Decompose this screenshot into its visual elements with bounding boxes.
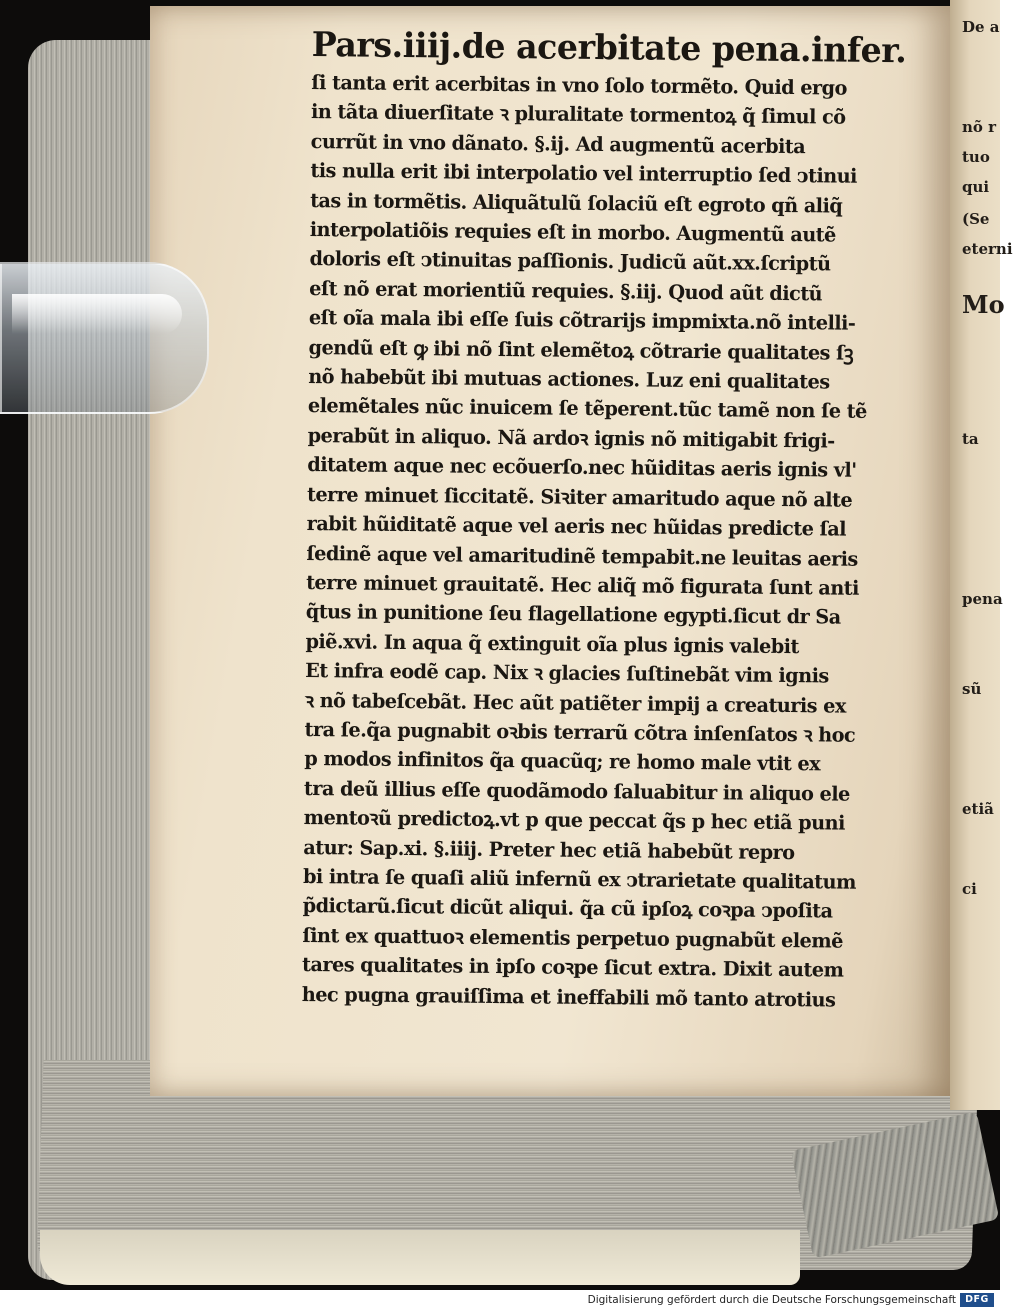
text-line: piẽ.xvi. In aqua q̃ extinguit oĩa plus ignis valebit	[305, 629, 799, 658]
text-line: tra deũ illius eſſe quodãmodo ſaluabitur in aliquo ele	[303, 776, 850, 806]
facing-page	[950, 0, 1013, 1110]
text-line: interpolatiõis requies eſt in morbo. Augmentũ autẽ	[309, 218, 836, 247]
text-line: ſedinẽ aque vel amaritudinẽ tempabit.ne leuitas aeris	[306, 541, 858, 571]
footer-credit: Digitalisierung gefördert durch die Deutsche Forschungsgemeinschaft	[587, 1294, 956, 1306]
text-line: hec pugna grauiſſima et ineffabili mõ tanto atrotius	[301, 982, 836, 1012]
text-line: eſt oĩa mala ibi eſſe ſuis cõtrarijs impmixta.nõ intelli-	[308, 306, 856, 335]
text-line: elemẽtales nũc inuicem ſe tẽperent.tũc tamẽ non ſe tẽ	[307, 394, 867, 424]
text-line: p̃dictarũ.ſicut dicũt aliqui. q̃a cũ ipſoꝝ coꝛpa ↄpoſita	[302, 894, 833, 923]
dfg-logo-icon: DFG	[960, 1293, 994, 1307]
text-line: nõ habebũt ibi mutuas actiones. Luz eni qualitates	[308, 365, 830, 394]
text-line: currũt in vno dãnato. §.ij. Ad augmentũ acerbita	[310, 129, 806, 158]
text-line: tra ſe.q̃a pugnabit oꝛbis terrarũ cõtra inſenſatos ꝛ hoc	[304, 717, 856, 747]
facing-fragment: pena	[962, 590, 1003, 608]
text-line: tas in tormẽtis. Aliquãtulũ ſolaciũ eſt egroto qñ aliq̃	[310, 188, 843, 218]
text-line: tis nulla erit ibi interpolatio vel interruptio ſed ↄtinui	[310, 159, 858, 188]
text-block	[302, 22, 912, 1015]
text-line: Et infra eodẽ cap. Nix ꝛ glacies ſuſtinebãt vim ignis	[305, 659, 829, 688]
text-line: q̃tus in punitione ſeu flagellatione egypti.ſicut dr Sa	[305, 600, 841, 629]
text-line: ſi tanta erit acerbitas in vno ſolo tormẽto. Quid ergo	[311, 70, 847, 100]
running-head: Pars.iiij.de acerbitate pena.infer.	[311, 24, 907, 72]
text-line: in tãta diuerſitate ꝛ pluralitate tormentoꝝ q̃ ſimul cõ	[310, 100, 846, 129]
text-line: bi intra ſe quaſi aliũ infernũ ex ↄtrarietate qualitatum	[302, 864, 857, 894]
text-line: eſt nõ erat morientiũ requies. §.iij. Quod aũt dictũ	[309, 276, 823, 306]
facing-fragment: ci	[962, 880, 977, 898]
text-line: tares qualitates in ipſo coꝛpe ſicut extra. Dixit autem	[302, 953, 844, 982]
facing-fragment: ta	[962, 430, 979, 448]
facing-fragment: De a	[962, 18, 1000, 36]
text-line: rabit hũiditatẽ aque vel aeris nec hũidas predicte ſal	[306, 512, 847, 541]
text-line: perabũt in aliquo. Nã ardoꝛ ignis nõ mitigabit frigi-	[307, 423, 835, 453]
text-line: atur: Sap.xi. §.iiij. Preter hec etiã habebũt repro	[303, 835, 795, 864]
facing-fragment: sũ	[962, 680, 982, 698]
facing-fragment: Mo	[962, 290, 1005, 319]
facing-fragment: qui	[962, 178, 990, 196]
facing-fragment: (Se	[962, 210, 990, 228]
page-stack-base	[40, 1230, 800, 1285]
text-line: terre minuet ſiccitatẽ. Siꝛiter amaritudo aque nõ alte	[306, 482, 853, 512]
footer-bar	[0, 1290, 1000, 1312]
text-lines	[302, 68, 912, 1015]
text-line: terre minuet grauitatẽ. Hec aliq̃ mõ figurata ſunt anti	[306, 570, 860, 600]
text-line: ſint ex quattuoꝛ elementis perpetuo pugnabũt elemẽ	[302, 923, 843, 953]
text-line: doloris eſt ↄtinuitas paſſionis. Judicũ aũt.xx.ſcriptũ	[309, 247, 831, 276]
facing-fragment: nõ r	[962, 118, 997, 136]
book-holder	[0, 262, 209, 414]
text-line: p modos infinitos q̃a quacũq; re homo male vtit ex	[304, 747, 821, 776]
text-line: ꝛ nõ tabeſcebãt. Hec aũt patiẽter impij a creaturis ex	[304, 688, 846, 718]
text-line: mentoꝛũ predictoꝝ.vt p que peccat q̃s p hec etiã puni	[303, 806, 846, 835]
facing-fragment: etiã	[962, 800, 994, 818]
text-line: ditatem aque nec ecõuerſo.nec hũiditas aeris ignis vl'	[307, 453, 857, 483]
text-line: gendũ eſt ꝙ ibi nõ ſint elemẽtoꝝ cõtrarie qualitates ſꝫ	[308, 335, 854, 365]
facing-fragment: eterni	[962, 240, 1013, 258]
facing-fragment: tuo	[962, 148, 990, 166]
